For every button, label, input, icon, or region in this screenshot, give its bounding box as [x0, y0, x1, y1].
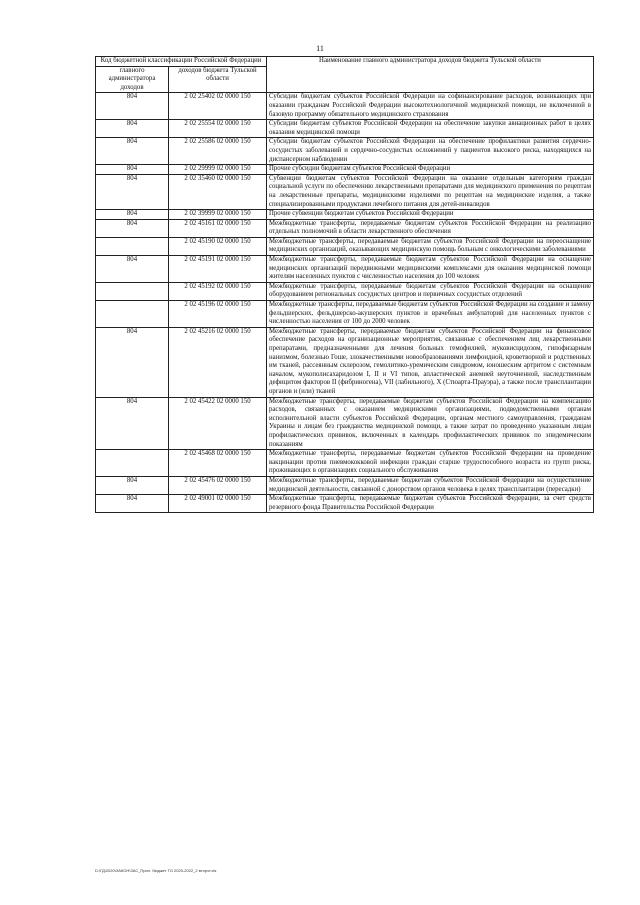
- income-name-cell: Субсидии бюджетам субъектов Российской Федерации на обеспечение закупки авиационных работ в целях оказания медицинской помощи: [267, 120, 594, 138]
- admin-code-cell: [96, 282, 169, 300]
- table-row: [96, 174, 594, 209]
- table-row: [96, 219, 594, 237]
- income-code-cell: 2 02 25586 02 0000 150: [169, 138, 267, 165]
- income-name-cell: Межбюджетные трансферты, передаваемые бюджетам субъектов Российской Федерации, за счет средств резервного фонда Правительства Российской Федерации: [267, 495, 594, 513]
- header-name: Наименование главного администратора доходов бюджета Тульской области: [267, 57, 594, 93]
- admin-code-cell: 804: [96, 219, 169, 237]
- income-code-cell: 2 02 49001 02 0000 150: [169, 495, 267, 513]
- income-code-cell: 2 02 45216 02 0000 150: [169, 327, 267, 397]
- income-name-cell: Межбюджетные трансферты, передаваемые бюджетам субъектов Российской Федерации на осуществление медицинской деятельности, связанной с донорством органов человека в целях трансплантации (пересадки): [267, 476, 594, 494]
- page-number: 11: [316, 44, 324, 53]
- income-code-cell: 2 02 25554 02 0000 150: [169, 120, 267, 138]
- income-name-cell: Прочие субсидии бюджетам субъектов Российской Федерации: [267, 165, 594, 175]
- header-code-group: Код бюджетной классификации Российской Федерации: [96, 57, 267, 67]
- admin-code-cell: 804: [96, 256, 169, 283]
- admin-code-cell: 804: [96, 120, 169, 138]
- admin-code-cell: [96, 450, 169, 477]
- income-name-cell: Межбюджетные трансферты, передаваемые бюджетам субъектов Российской Федерации на проведение вакцинации против пневмококковой инфекции граждан старше трудоспособного возраста из групп риска, проживающих в организациях социального обслуживания: [267, 450, 594, 477]
- table-row: [96, 327, 594, 397]
- income-code-cell: 2 02 39999 02 0000 150: [169, 210, 267, 220]
- file-path-footer: D:\ГД\2020\ЗАКОН\ЗАС_Прил. бюджет ТО 2020-2022_2 вторчт.xls: [95, 868, 217, 873]
- revenue-classification-table: [95, 56, 594, 513]
- income-code-cell: 2 02 45191 02 0000 150: [169, 256, 267, 283]
- admin-code-cell: [96, 237, 169, 255]
- income-name-cell: Межбюджетные трансферты, передаваемые бюджетам субъектов Российской Федерации на оснащение медицинских организаций передвижными медицинскими комплексами для оказания медицинской помощи жителям населенных пунктов с численностью населения до 100 человек: [267, 256, 594, 283]
- income-name-cell: Межбюджетные трансферты, передаваемые бюджетам субъектов Российской Федерации на переоснащение медицинских организаций, оказывающих медицинскую помощь больным с онкологическими заболеваниями: [267, 237, 594, 255]
- table-header-row: [96, 57, 594, 67]
- income-code-cell: 2 02 45192 02 0000 150: [169, 282, 267, 300]
- table-row: [96, 450, 594, 477]
- income-name-cell: Межбюджетные трансферты, передаваемые бюджетам субъектов Российской Федерации на компенсацию расходов, связанных с оказанием медицинскими организациями, подведомственными органам исполнительной власти субъектов Российской Федерации, органам местного самоуправления, гражданам Украины и лицам без гражданства медицинской помощи, а также затрат по проведению указанным лицам профилактических прививок, включенных в календарь профилактических прививок по эпидемическим показаниям: [267, 397, 594, 450]
- income-code-cell: 2 02 25402 02 0000 150: [169, 93, 267, 120]
- table-body: [96, 93, 594, 513]
- income-code-cell: 2 02 35460 02 0000 150: [169, 174, 267, 209]
- table-row: [96, 301, 594, 328]
- income-code-cell: 2 02 45422 02 0000 150: [169, 397, 267, 450]
- admin-code-cell: 804: [96, 93, 169, 120]
- table-row: [96, 256, 594, 283]
- income-code-cell: 2 02 45468 02 0000 150: [169, 450, 267, 477]
- income-code-cell: 2 02 45190 02 0000 150: [169, 237, 267, 255]
- header-admin: главного администратора доходов: [96, 66, 169, 93]
- admin-code-cell: 804: [96, 165, 169, 175]
- income-code-cell: 2 02 29999 02 0000 150: [169, 165, 267, 175]
- income-name-cell: Межбюджетные трансферты, передаваемые бюджетам субъектов Российской Федерации на финансовое обеспечение расходов на организационные мероприятия, связанные с обеспечением лиц лекарственными препаратами, предназначенными для лечения больных гемофилией, муковисцидозом, гипофизарным нанизмом, болезнью Гоше, злокачественными новообразованиями лимфоидной, кроветворной и родственных им тканей, рассеянным склерозом, гемолитико-уремическим синдромом, юношеским артритом с системным началом, мукополисахаридозом I, II и VI типов, апластической анемией неуточненной, наследственным дефицитом факторов II (фибриногена), VII (лабильного), X (Стюарта-Прауэра), а также после трансплантации органов и (или) тканей: [267, 327, 594, 397]
- table-row: [96, 495, 594, 513]
- table-row: [96, 237, 594, 255]
- table-row: [96, 397, 594, 450]
- income-name-cell: Субсидии бюджетам субъектов Российской Федерации на софинансирование расходов, возникающих при оказании гражданам Российской Федерации высокотехнологичной медицинской помощи, не включенной в базовую программу обязательного медицинского страхования: [267, 93, 594, 120]
- admin-code-cell: 804: [96, 495, 169, 513]
- admin-code-cell: [96, 301, 169, 328]
- income-name-cell: Субвенции бюджетам субъектов Российской Федерации на оказание отдельным категориям граждан социальной услуги по обеспечению лекарственными препаратами для медицинского применения по рецептам на лекарственные препараты, медицинскими изделиями по рецептам на медицинские изделия, а также специализированными продуктами лечебного питания для детей-инвалидов: [267, 174, 594, 209]
- table-row: [96, 165, 594, 175]
- table-row: [96, 120, 594, 138]
- table-row: [96, 476, 594, 494]
- income-code-cell: 2 02 45476 02 0000 150: [169, 476, 267, 494]
- admin-code-cell: 804: [96, 397, 169, 450]
- admin-code-cell: 804: [96, 210, 169, 220]
- income-code-cell: 2 02 45196 02 0000 150: [169, 301, 267, 328]
- table-row: [96, 138, 594, 165]
- income-code-cell: 2 02 45161 02 0000 150: [169, 219, 267, 237]
- admin-code-cell: 804: [96, 327, 169, 397]
- table-row: [96, 93, 594, 120]
- income-name-cell: Межбюджетные трансферты, передаваемые бюджетам субъектов Российской Федерации на реализацию отдельных полномочий в области лекарственного обеспечения: [267, 219, 594, 237]
- admin-code-cell: 804: [96, 476, 169, 494]
- income-name-cell: Прочие субвенции бюджетам субъектов Российской Федерации: [267, 210, 594, 220]
- table-row: [96, 282, 594, 300]
- table-row: [96, 210, 594, 220]
- admin-code-cell: 804: [96, 174, 169, 209]
- income-name-cell: Межбюджетные трансферты, передаваемые бюджетам субъектов Российской Федерации на создание и замену фельдшерских, фельдшерско-акушерских пунктов и врачебных амбулаторий для населенных пунктов с численностью населения от 100 до 2000 человек: [267, 301, 594, 328]
- admin-code-cell: 804: [96, 138, 169, 165]
- header-income: доходов бюджета Тульской области: [169, 66, 267, 93]
- income-name-cell: Межбюджетные трансферты, передаваемые бюджетам субъектов Российской Федерации на оснащение оборудованием региональных сосудистых центров и первичных сосудистых отделений: [267, 282, 594, 300]
- income-name-cell: Субсидии бюджетам субъектов Российской Федерации на обеспечение профилактики развития сердечно-сосудистых заболеваний и сердечно-сосудистых осложнений у пациентов высокого риска, находящихся на диспансерном наблюдении: [267, 138, 594, 165]
